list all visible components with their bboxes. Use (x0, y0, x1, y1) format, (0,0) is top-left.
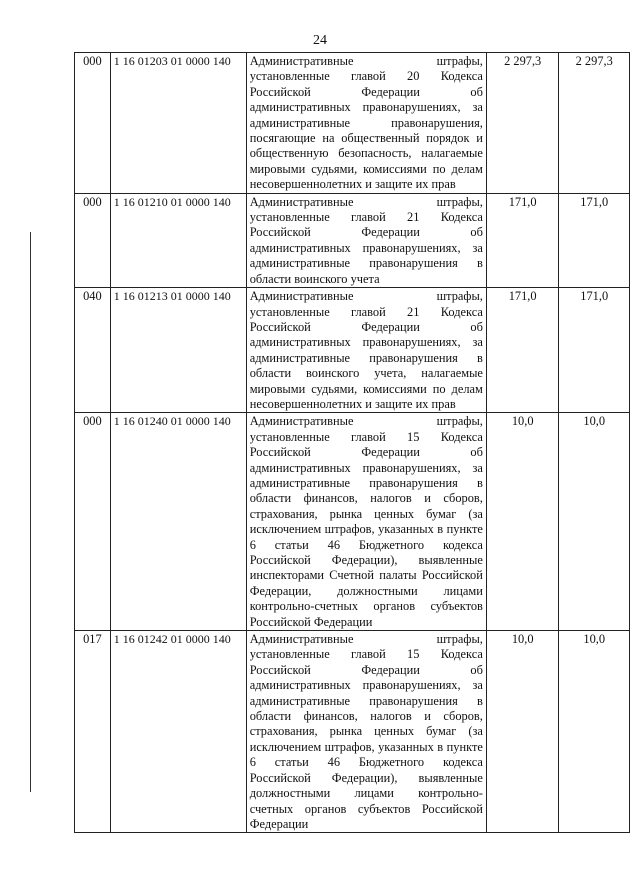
budget-classification-code-cell: 1 16 01240 01 0000 140 (110, 413, 246, 631)
amount-cell-1: 10,0 (486, 413, 559, 631)
revenue-description-cell: Административные штрафы, установленные главой 21 Кодекса Российской Федерации об административных правонарушениях, за административные правонарушения в области воинского учета, налагаемые мировыми судьями, комиссиями по делам несовершеннолетних и защите их прав (246, 288, 486, 413)
budget-classification-code-cell: 1 16 01203 01 0000 140 (110, 53, 246, 194)
revenue-description-cell: Административные штрафы, установленные главой 21 Кодекса Российской Федерации об административных правонарушениях, за административные правонарушения в области воинского учета (246, 193, 486, 287)
amount-cell-2: 10,0 (559, 631, 630, 833)
table-row (75, 53, 630, 194)
amount-cell-2: 171,0 (559, 193, 630, 287)
admin-code-cell: 017 (75, 631, 111, 833)
budget-classification-code-cell: 1 16 01210 01 0000 140 (110, 193, 246, 287)
revenue-table (74, 52, 630, 833)
admin-code-cell: 000 (75, 193, 111, 287)
revenue-description-cell: Административные штрафы, установленные главой 15 Кодекса Российской Федерации об административных правонарушениях, за административные правонарушения в области финансов, налогов и сборов, страхования, рынка ценных бумаг (за исключением штрафов, указанных в пункте 6 статьи 46 Бюджетного кодекса Российской Федерации), выявленные инспекторами Счетной палаты Российской Федерации, должностными лицами контрольно-счетных органов субъектов Российской Федерации (246, 413, 486, 631)
amount-cell-1: 171,0 (486, 193, 559, 287)
page-number: 24 (313, 33, 327, 48)
amount-cell-2: 171,0 (559, 288, 630, 413)
admin-code-cell: 000 (75, 53, 111, 194)
table-row (75, 631, 630, 833)
table-row (75, 193, 630, 287)
admin-code-cell: 000 (75, 413, 111, 631)
table-row (75, 413, 630, 631)
budget-classification-code-cell: 1 16 01213 01 0000 140 (110, 288, 246, 413)
amount-cell-1: 10,0 (486, 631, 559, 833)
amount-cell-2: 10,0 (559, 413, 630, 631)
revenue-description-cell: Административные штрафы, установленные главой 15 Кодекса Российской Федерации об административных правонарушениях, за административные правонарушения в области финансов, налогов и сборов, страхования, рынка ценных бумаг (за исключением штрафов, указанных в пункте 6 статьи 46 Бюджетного кодекса Российской Федерации), выявленные должностными лицами контрольно-счетных органов субъектов Российской Федерации (246, 631, 486, 833)
budget-classification-code-cell: 1 16 01242 01 0000 140 (110, 631, 246, 833)
amount-cell-1: 171,0 (486, 288, 559, 413)
amount-cell-1: 2 297,3 (486, 53, 559, 194)
table-row (75, 288, 630, 413)
admin-code-cell: 040 (75, 288, 111, 413)
amount-cell-2: 2 297,3 (559, 53, 630, 194)
binding-margin-line (30, 232, 31, 792)
revenue-description-cell: Административные штрафы, установленные главой 20 Кодекса Российской Федерации об административных правонарушениях, за административные правонарушения, посягающие на общественный порядок и общественную безопасность, налагаемые мировыми судьями, комиссиями по делам несовершеннолетних и защите их прав (246, 53, 486, 194)
